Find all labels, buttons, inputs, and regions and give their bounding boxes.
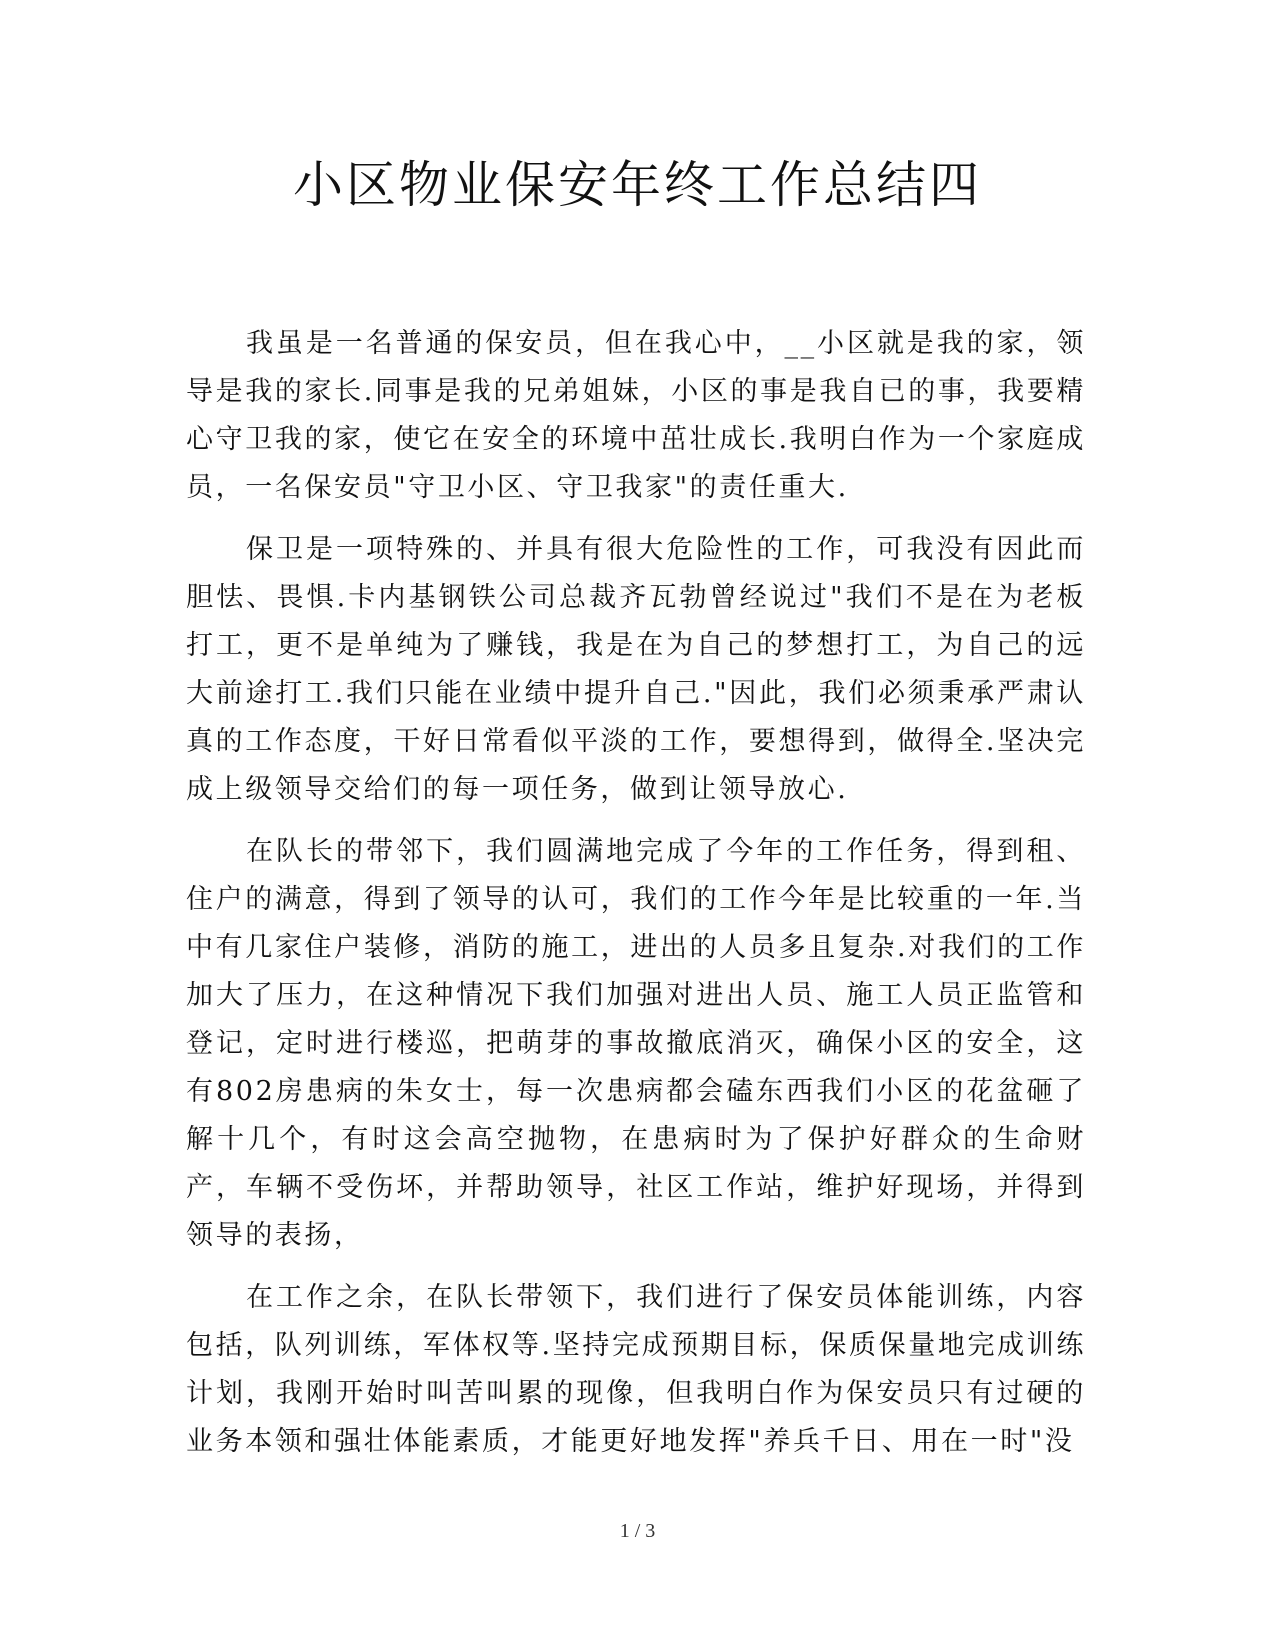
page-number: 1 / 3 xyxy=(619,1520,656,1542)
paragraph-3: 在队长的带邻下，我们圆满地完成了今年的工作任务，得到租、住户的满意，得到了领导的认可，我们的工作今年是比较重的一年.当中有几家住户装修，消防的施工，进出的人员多且复杂.对我们的工作加大了压力，在这种情况下我们加强对进出人员、施工人员正监管和登记，定时进行楼巡，把萌芽的事故撤底消灭，确保小区的安全，这有802房患病的朱女士，每一次患病都会磕东西我们小区的花盆砸了解十几个，有时这会高空抛物，在患病时为了保护好群众的生命财产，车辆不受伤坏，并帮助领导，社区工作站，维护好现场，并得到领导的表扬， xyxy=(186,836,1086,1251)
document-body xyxy=(186,320,1086,1480)
paragraph-2: 保卫是一项特殊的、并具有很大危险性的工作，可我没有因此而胆怯、畏惧.卡内基钢铁公司总裁齐瓦勃曾经说过"我们不是在为老板打工，更不是单纯为了赚钱，我是在为自己的梦想打工，为自己的远大前途打工.我们只能在业绩中提升自己."因此，我们必须秉承严肃认真的工作态度，干好日常看似平淡的工作，要想得到，做得全.坚决完成上级领导交给们的每一项任务，做到让领导放心. xyxy=(186,534,1086,805)
document-title: 小区物业保安年终工作总结四 xyxy=(293,156,982,214)
paragraph-4: 在工作之余，在队长带领下，我们进行了保安员体能训练，内容包括，队列训练，军体权等.坚持完成预期目标，保质保量地完成训练计划，我刚开始时叫苦叫累的现像，但我明白作为保安员只有过硬的业务本领和强壮体能素质，才能更好地发挥"养兵千日、用在一时"没 xyxy=(186,1282,1086,1457)
paragraph-1: 我虽是一名普通的保安员，但在我心中，__小区就是我的家，领导是我的家长.同事是我的兄弟姐妹，小区的事是我自已的事，我要精心守卫我的家，使它在安全的环境中茁壮成长.我明白作为一个家庭成员，一名保安员"守卫小区、守卫我家"的责任重大. xyxy=(186,328,1086,503)
